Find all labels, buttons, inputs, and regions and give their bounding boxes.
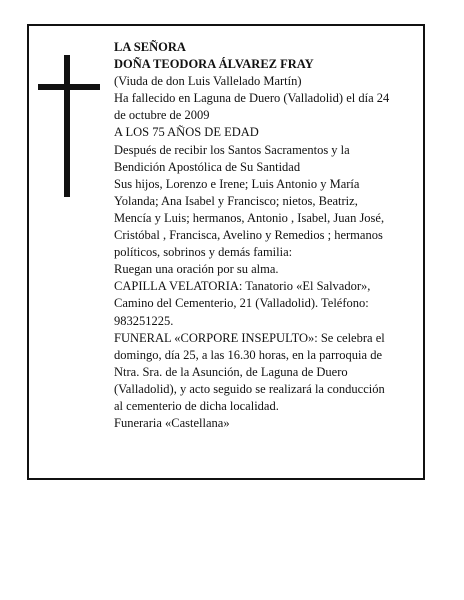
notice-line: domingo, día 25, a las 16.30 horas, en la parroquia de [114,347,382,362]
notice-line: Mencía y Luis; hermanos, Antonio , Isabel, Juan José, [114,210,385,225]
cross-icon [38,55,100,197]
notice-line: A LOS 75 AÑOS DE EDAD [114,125,259,140]
notice-line: Yolanda; Ana Isabel y Francisco; nietos, Beatriz, [114,193,358,208]
obituary-text [114,39,414,432]
cross-vertical-bar [64,55,70,197]
notice-line: Después de recibir los Santos Sacramentos y la [114,142,350,157]
notice-line: al cementerio de dicha localidad. [114,398,279,413]
notice-line: FUNERAL «CORPORE INSEPULTO»: Se celebra el [114,330,385,345]
notice-line: Sus hijos, Lorenzo e Irene; Luis Antonio y María [114,176,360,191]
notice-line: Funeraria «Castellana» [114,416,230,431]
notice-line: Ntra. Sra. de la Asunción, de Laguna de Duero [114,364,348,379]
deceased-name: DOÑA TEODORA ÁLVAREZ FRAY [114,57,314,72]
notice-line: Bendición Apostólica de Su Santidad [114,159,301,174]
notice-line: (Valladolid), y acto seguido se realizará la conducción [114,381,385,396]
notice-line: de octubre de 2009 [114,108,210,123]
notice-line: Ruegan una oración por su alma. [114,262,279,277]
notice-title: LA SEÑORA [114,40,186,54]
notice-line: CAPILLA VELATORIA: Tanatorio «El Salvador», [114,279,371,294]
notice-line: Camino del Cementerio, 21 (Valladolid). Teléfono: [114,296,369,311]
notice-body [114,73,414,432]
notice-line: (Viuda de don Luis Vallelado Martín) [114,74,302,89]
notice-line: 983251225. [114,313,174,328]
cross-horizontal-bar [38,84,100,90]
notice-line: Cristóbal , Francisca, Avelino y Remedios ; hermanos [114,228,383,243]
notice-line: Ha fallecido en Laguna de Duero (Valladolid) el día 24 [114,91,390,106]
notice-line: políticos, sobrinos y demás familia: [114,245,293,260]
